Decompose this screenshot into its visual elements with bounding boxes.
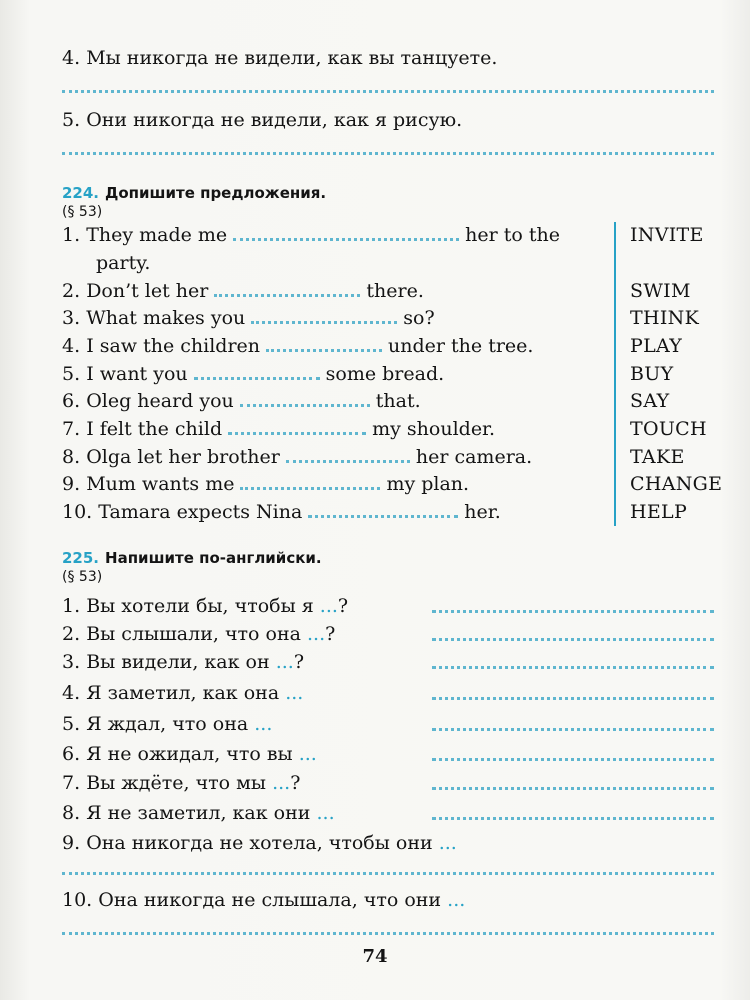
exercise-title: Напишите по-английски. <box>105 549 322 567</box>
blank[interactable] <box>228 428 366 435</box>
exercise-number: 225. <box>62 549 100 567</box>
verb-play: PLAY <box>630 335 683 357</box>
blank[interactable] <box>286 456 410 463</box>
answer-line-225-4[interactable] <box>432 697 714 700</box>
ex225-item-6: 6. Я не ожидал, что вы ... <box>62 743 317 765</box>
verb-say: SAY <box>630 390 670 412</box>
verb-touch: TOUCH <box>630 418 707 440</box>
ex224-item-1: 1. They made me her to the <box>62 224 561 246</box>
top-item-4: 4. Мы никогда не видели, как вы танцуете. <box>62 47 498 69</box>
ex225-item-2: 2. Вы слышали, что она ...? <box>62 623 336 645</box>
ex224-item-4: 4. I saw the children under the tree. <box>62 335 534 357</box>
ex224-item-8: 8. Olga let her brother her camera. <box>62 446 533 468</box>
answer-line-225-10[interactable] <box>62 932 714 935</box>
page-number: 74 <box>362 946 388 967</box>
exercise-title: Допишите предложения. <box>105 184 327 202</box>
exercise-224-heading <box>62 183 326 203</box>
answer-line-225-5[interactable] <box>432 728 714 731</box>
blank[interactable] <box>240 400 370 407</box>
verb-change: CHANGE <box>630 473 723 495</box>
exercise-225-heading <box>62 548 322 568</box>
exercise-number: 224. <box>62 184 100 202</box>
blank[interactable] <box>240 483 380 490</box>
ex225-item-9: 9. Она никогда не хотела, чтобы они ... <box>62 832 457 854</box>
ex224-item-7: 7. I felt the child my shoulder. <box>62 418 496 440</box>
top-item-5: 5. Они никогда не видели, как я рисую. <box>62 109 463 131</box>
ex225-item-1: 1. Вы хотели бы, чтобы я ...? <box>62 595 349 617</box>
blank[interactable] <box>233 234 459 241</box>
ex224-item-6: 6. Oleg heard you that. <box>62 390 421 412</box>
answer-line-225-9[interactable] <box>62 872 714 875</box>
ex225-item-8: 8. Я не заметил, как они ... <box>62 802 335 824</box>
ex225-item-7: 7. Вы ждёте, что мы ...? <box>62 772 301 794</box>
blank[interactable] <box>308 511 458 518</box>
answer-line-225-7[interactable] <box>432 787 714 790</box>
ex224-item-5: 5. I want you some bread. <box>62 363 445 385</box>
ex225-item-10: 10. Она никогда не слышала, что они ... <box>62 889 466 911</box>
exercise-225-ref: (§ 53) <box>62 569 103 585</box>
ex224-item-2: 2. Don’t let her there. <box>62 280 424 302</box>
ex225-item-3: 3. Вы видели, как он ...? <box>62 651 305 673</box>
blank[interactable] <box>214 290 360 297</box>
answer-line-top-5[interactable] <box>62 152 714 155</box>
exercise-224-ref: (§ 53) <box>62 204 103 220</box>
blank[interactable] <box>194 373 320 380</box>
ex224-item-10: 10. Tamara expects Nina her. <box>62 501 501 523</box>
blank[interactable] <box>266 345 382 352</box>
answer-line-top-4[interactable] <box>62 90 714 93</box>
answer-line-225-8[interactable] <box>432 817 714 820</box>
ex224-item-3: 3. What makes you so? <box>62 307 435 329</box>
answer-line-225-2[interactable] <box>432 638 714 641</box>
blank[interactable] <box>251 317 397 324</box>
verb-swim: SWIM <box>630 280 691 302</box>
ex225-item-4: 4. Я заметил, как она ... <box>62 682 304 704</box>
verb-think: THINK <box>630 307 700 329</box>
verb-take: TAKE <box>630 446 685 468</box>
ex224-item-1-cont: party. <box>96 252 151 274</box>
verb-column-divider <box>614 222 616 526</box>
answer-line-225-3[interactable] <box>432 666 714 669</box>
answer-line-225-6[interactable] <box>432 758 714 761</box>
verb-buy: BUY <box>630 363 674 385</box>
verb-invite: INVITE <box>630 224 704 246</box>
answer-line-225-1[interactable] <box>432 610 714 613</box>
verb-help: HELP <box>630 501 688 523</box>
ex224-item-9: 9. Mum wants me my plan. <box>62 473 470 495</box>
ex225-item-5: 5. Я ждал, что она ... <box>62 713 273 735</box>
